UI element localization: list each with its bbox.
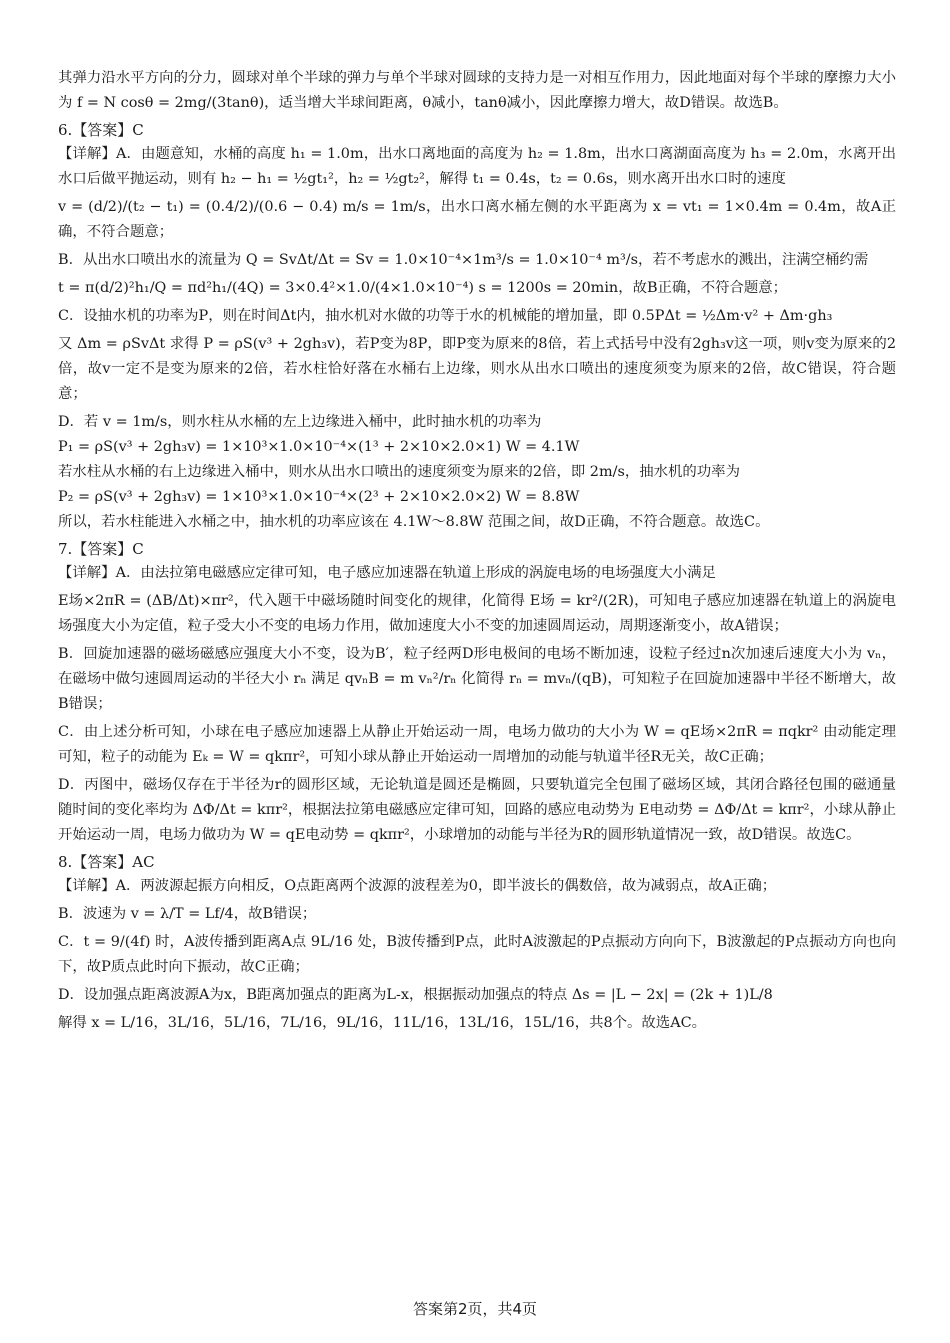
paragraph: 【详解】A．由题意知，水桶的高度 h₁ = 1.0m，出水口离地面的高度为 h₂ = 1.8m，出水口离湖面高度为 h₃ = 2.0m，水离开出水口后做平抛运动，则有 h₂ − h₁ = ½gt₁²，h₂ = ½gt₂²，解得 t₁ = 0.4s，t₂ = 0.6s，则水离开出水口时的速度 <box>58 146 896 187</box>
paragraph: B．回旋加速器的磁场磁感应强度大小不变，设为B′，粒子经两D形电极间的电场不断加速，设粒子经过n次加速后速度大小为 vₙ，在磁场中做匀速圆周运动的半径大小 rₙ 满足 qvₙB = m vₙ²/rₙ 化简得 rₙ = mvₙ/(qB)，可知粒子在回旋加速器中半径不断增大，故B错误； <box>58 646 896 712</box>
equation-line: P₁ = ρS(v³ + 2gh₃v) = 1×10³×1.0×10⁻⁴×(1³ + 2×10×2.0×1) W = 4.1W <box>58 439 580 455</box>
paragraph: 若水柱从水桶的右上边缘进入桶中，则水从出水口喷出的速度须变为原来的2倍，即 2m/s，抽水机的功率为 <box>58 464 740 480</box>
paragraph: 【详解】A．由法拉第电磁感应定律可知，电子感应加速器在轨道上形成的涡旋电场的电场强度大小满足 <box>58 565 716 581</box>
paragraph: C．设抽水机的功率为P，则在时间Δt内，抽水机对水做的功等于水的机械能的增加量，即 0.5PΔt = ½Δm·v² + Δm·gh₃ <box>58 308 833 324</box>
paragraph: D．若 v = 1m/s，则水柱从水桶的左上边缘进入桶中，此时抽水机的功率为 <box>58 414 542 430</box>
paragraph: 又 Δm = ρSvΔt 求得 P = ρS(v³ + 2gh₃v)，若P变为8P，即P变为原来的8倍，若上式括号中没有2gh₃v这一项，则v变为原来的2倍，故v一定不是变为原来的2倍，若水柱恰好落在水桶右上边缘，则水从出水口喷出的速度须变为原来的2倍，故C错误，符合题意； <box>58 336 896 402</box>
answer-page <box>58 66 896 1039</box>
paragraph: D．丙图中，磁场仅存在于半径为r的圆形区域，无论轨道是圆还是椭圆，只要轨道完全包围了磁场区域，其闭合路径包围的磁通量随时间的变化率均为 ΔΦ/Δt = kπr²，根据法拉第电磁感应定律可知，回路的感应电动势为 E电动势 = ΔΦ/Δt = kπr²，小球从静止开始运动一周，电场力做功为 W = qE电动势 = qkπr²，小球增加的动能与半径为R的圆形轨道情况一致，故D错误。故选C。 <box>58 777 896 843</box>
equation-line: v = (d/2)/(t₂ − t₁) = (0.4/2)/(0.6 − 0.4) m/s = 1m/s，出水口离水桶左侧的水平距离为 x = vt₁ = 1×0.4m = 0.4m，故A正确，不符合题意； <box>58 199 897 240</box>
paragraph: C．t = 9/(4f) 时，A波传播到距离A点 9L/16 处，B波传播到P点，此时A波激起的P点振动方向向下，B波激起的P点振动方向也向下，故P质点此时向下振动，故C正确； <box>58 934 896 975</box>
page-footer: 答案第2页，共4页 <box>412 1300 538 1318</box>
answer-heading-6: 6.【答案】C <box>58 121 144 139</box>
paragraph: B．波速为 v = λ/T = Lf/4，故B错误； <box>58 906 317 922</box>
paragraph: 【详解】A．两波源起振方向相反，O点距离两个波源的波程差为0，即半波长的偶数倍，故为减弱点，故A正确； <box>58 878 777 894</box>
paragraph: 其弹力沿水平方向的分力，圆球对单个半球的弹力与单个半球对圆球的支持力是一对相互作用力，因此地面对每个半球的摩擦力大小为 f = N cosθ = 2mg/(3tanθ)，适当增大半球间距离，θ减小，tanθ减小，因此摩擦力增大，故D错误。故选B。 <box>58 70 896 111</box>
paragraph: 解得 x = L/16，3L/16，5L/16，7L/16，9L/16，11L/16，13L/16，15L/16，共8个。故选AC。 <box>58 1015 706 1031</box>
paragraph: C．由上述分析可知，小球在电子感应加速器上从静止开始运动一周，电场力做功的大小为 W = qE场×2πR = πqkr² 由动能定理可知，粒子的动能为 Eₖ = W = qkπr²，可知小球从静止开始运动一周增加的动能与轨道半径R无关，故C正确； <box>58 724 896 765</box>
paragraph: B．从出水口喷出水的流量为 Q = SvΔt/Δt = Sv = 1.0×10⁻⁴×1m³/s = 1.0×10⁻⁴ m³/s，若不考虑水的溅出，注满空桶约需 <box>58 252 869 268</box>
answer-heading-8: 8.【答案】AC <box>58 853 155 871</box>
answer-heading-7: 7.【答案】C <box>58 540 144 558</box>
paragraph: 所以，若水柱能进入水桶之中，抽水机的功率应该在 4.1W～8.8W 范围之间，故D正确，不符合题意。故选C。 <box>58 514 770 530</box>
equation-line: t = π(d/2)²h₁/Q = πd²h₁/(4Q) = 3×0.4²×1.0/(4×1.0×10⁻⁴) s = 1200s = 20min，故B正确，不符合题意； <box>58 280 788 296</box>
paragraph: D．设加强点距离波源A为x，B距离加强点的距离为L-x，根据振动加强点的特点 Δs = |L − 2x| = (2k + 1)L/8 <box>58 987 773 1003</box>
paragraph: E场×2πR = (ΔB/Δt)×πr²，代入题干中磁场随时间变化的规律，化简得 E场 = kr²/(2R)，可知电子感应加速器在轨道上的涡旋电场强度大小为定值，粒子受大小不变的电场力作用，做加速度大小不变的加速圆周运动，周期逐渐变小，故A错误； <box>58 593 896 634</box>
equation-line: P₂ = ρS(v³ + 2gh₃v) = 1×10³×1.0×10⁻⁴×(2³ + 2×10×2.0×2) W = 8.8W <box>58 489 580 505</box>
